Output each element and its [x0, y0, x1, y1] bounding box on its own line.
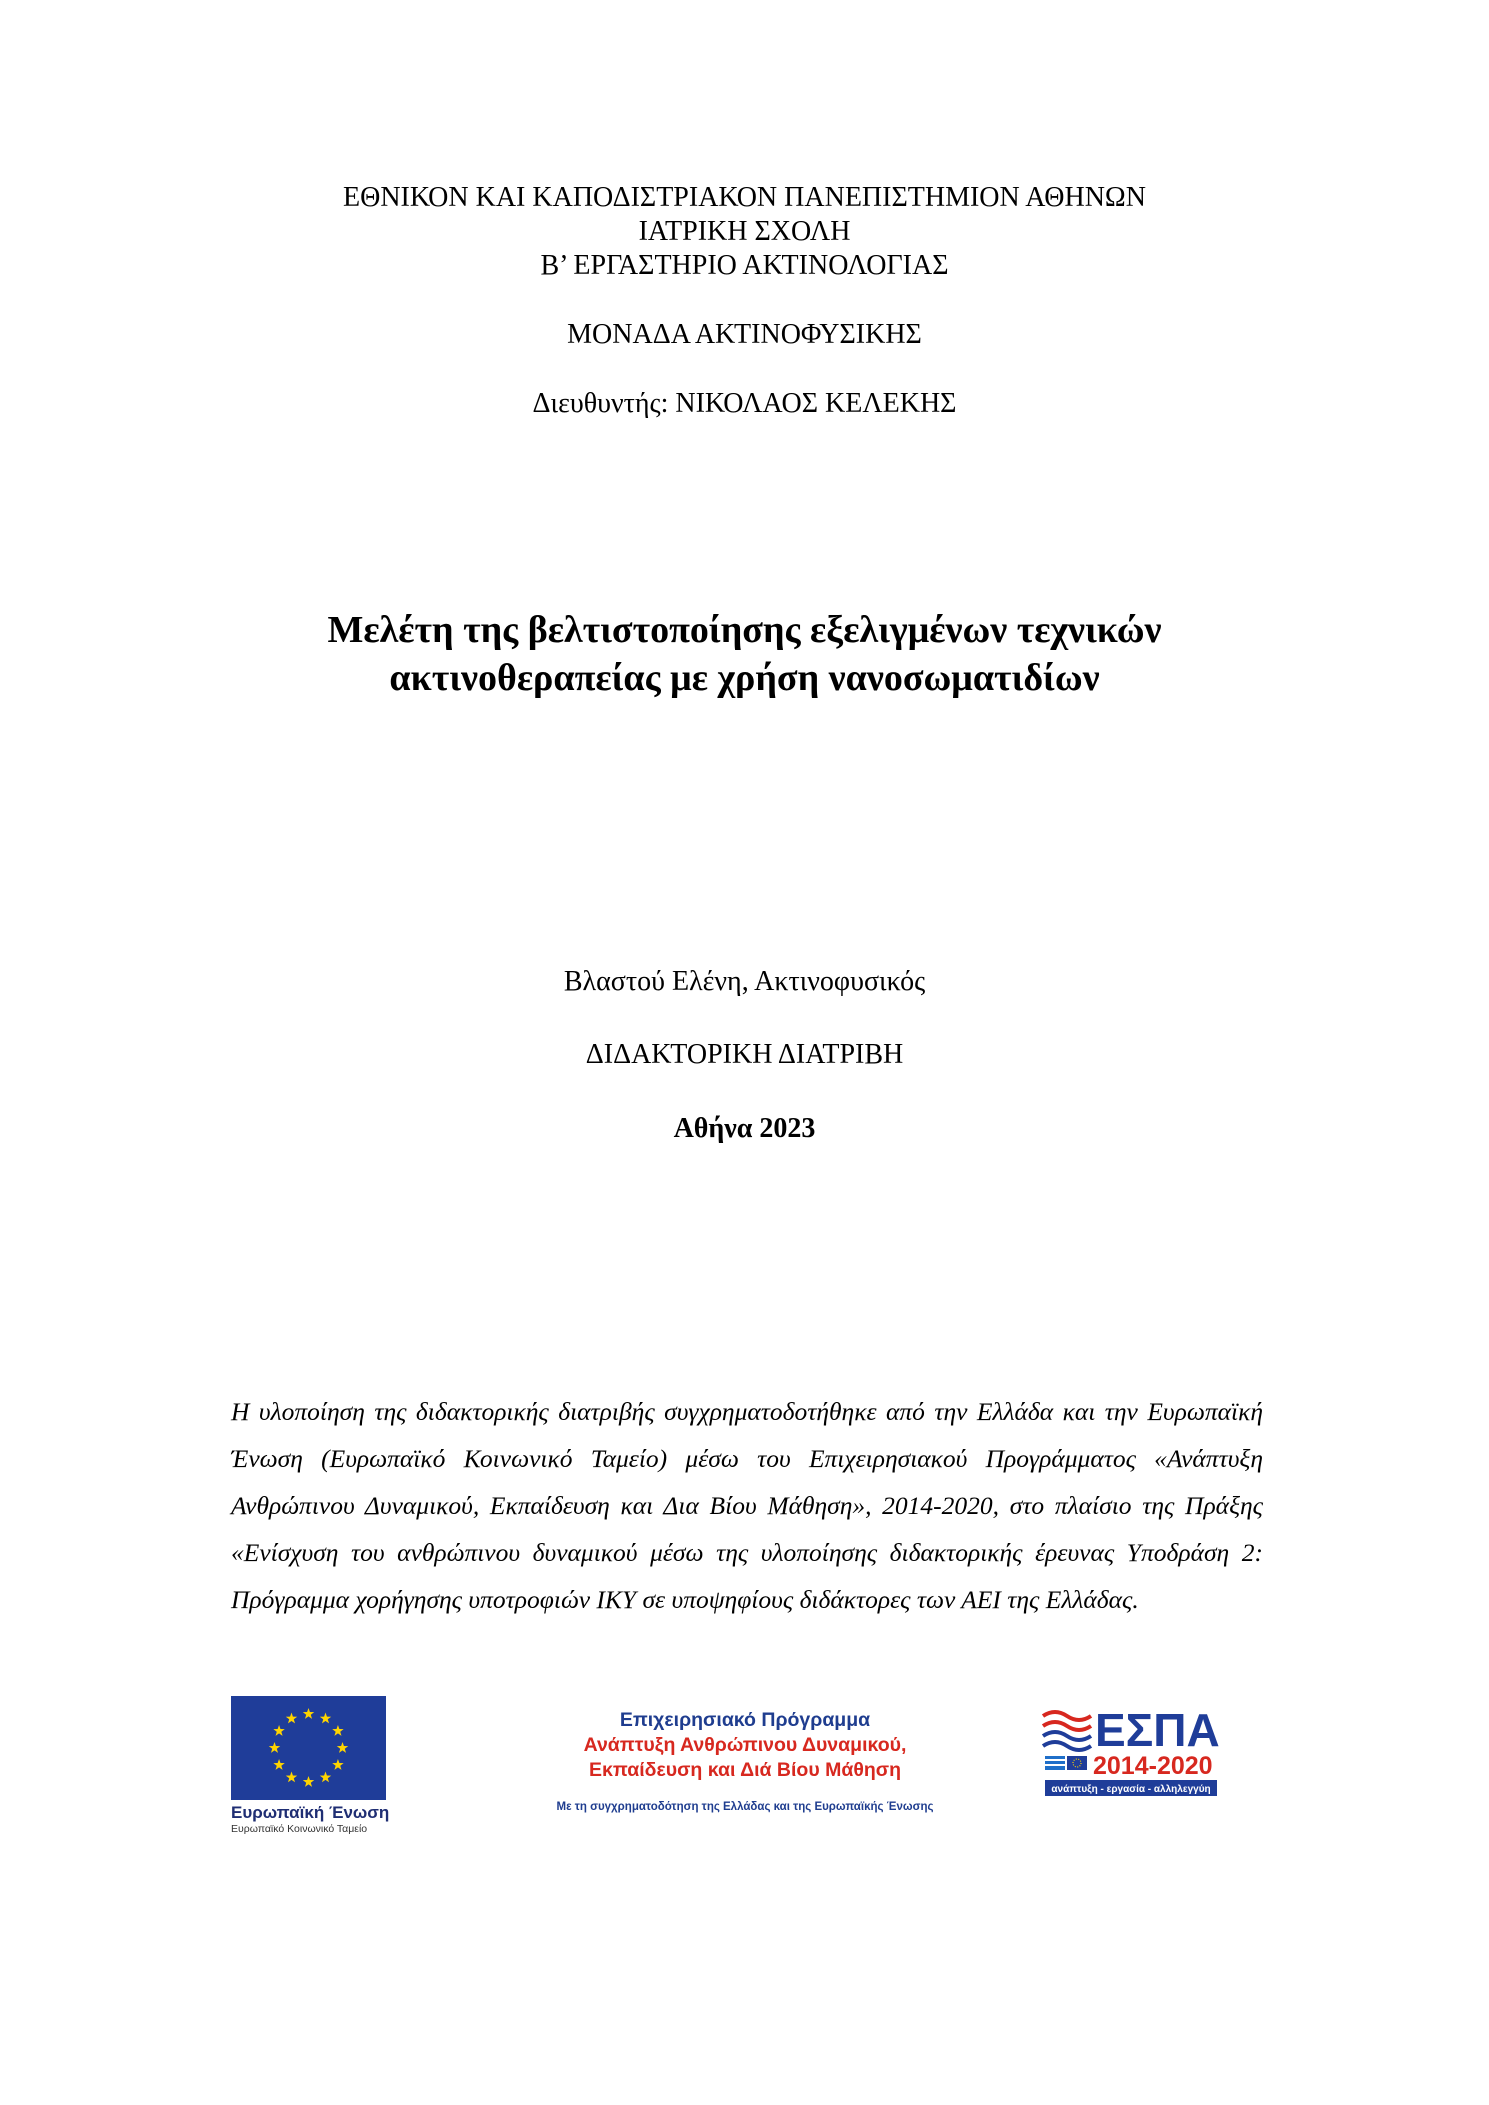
op-title: Επιχειρησιακό Πρόγραμμα: [619, 1709, 871, 1731]
document-type: ΔΙΔΑΚΤΟΡΙΚΗ ΔΙΑΤΡΙΒΗ: [585, 1039, 904, 1070]
thesis-title-line-1: Μελέτη της βελτιστοποίησης εξελιγμένων τεχνικών: [327, 609, 1162, 651]
place-year: Αθήνα 2023: [673, 1113, 816, 1144]
greek-eu-flags-icon: [1045, 1756, 1087, 1770]
director-line: Διευθυντής: ΝΙΚΟΛΑΟΣ ΚΕΛΕΚΗΣ: [532, 388, 957, 419]
espa-tagline: ανάπτυξη - εργασία - αλληλεγγύη: [1051, 1784, 1211, 1795]
eu-subtitle: Ευρωπαϊκό Κοινωνικό Ταμείο: [231, 1823, 368, 1835]
thesis-title-line-2: ακτινοθεραπείας με χρήση νανοσωματιδίων: [389, 657, 1100, 699]
espa-logo: [1041, 1700, 1221, 1800]
unit-name: ΜΟΝΑΔΑ ΑΚΤΙΝΟΦΥΣΙΚΗΣ: [567, 319, 922, 350]
espa-period: 2014-2020: [1093, 1752, 1213, 1780]
espa-name: ΕΣΠΑ: [1095, 1704, 1220, 1756]
eu-logo: [231, 1696, 394, 1835]
university-name: ΕΘΝΙΚΟΝ ΚΑΙ ΚΑΠΟΔΙΣΤΡΙΑΚΟΝ ΠΑΝΕΠΙΣΤΗΜΙΟΝ ΑΘΗΝΩΝ: [343, 182, 1146, 213]
op-name-line-1: Ανάπτυξη Ανθρώπινου Δυναμικού,: [583, 1734, 907, 1756]
eu-name: Ευρωπαϊκή Ένωση: [231, 1803, 390, 1822]
espa-waves-icon: [1043, 1712, 1091, 1750]
op-cofunding-note: Με τη συγχρηματοδότηση της Ελλάδας και της Ευρωπαϊκής Ένωσης: [556, 1801, 934, 1813]
eu-flag-icon: [231, 1696, 386, 1800]
op-name-line-2: Εκπαίδευση και Διά Βίου Μάθηση: [588, 1759, 902, 1781]
laboratory-name: Β’ ΕΡΓΑΣΤΗΡΙΟ ΑΚΤΙΝΟΛΟΓΙΑΣ: [540, 250, 949, 281]
school-name: ΙΑΤΡΙΚΗ ΣΧΟΛΗ: [638, 216, 851, 247]
author-line: Βλαστού Ελένη, Ακτινοφυσικός: [563, 966, 926, 997]
funding-statement: Η υλοποίηση της διδακτορικής διατριβής συγχρηματοδοτήθηκε από την Ελλάδα και την Ευρωπαϊκή Ένωση (Ευρωπαϊκό Κοινωνικό Ταμείο) μέσω του Επιχειρησιακού Προγράμματος «Ανάπτυξη Ανθρώπινου Δυναμικού, Εκπαίδευση και Δια Βίου Μάθηση», 2014-2020, στο πλαίσιο της Πράξης «Ενίσχυση του ανθρώπινου δυναμικού μέσω της υλοποίησης διδακτορικής έρευνας Υποδράση 2: Πρόγραμμα χορήγησης υποτροφιών ΙΚΥ σε υποψηφίους διδάκτορες των ΑΕΙ της Ελλάδας.: [231, 1397, 1263, 1614]
operational-programme-logo: [490, 1708, 1000, 1815]
